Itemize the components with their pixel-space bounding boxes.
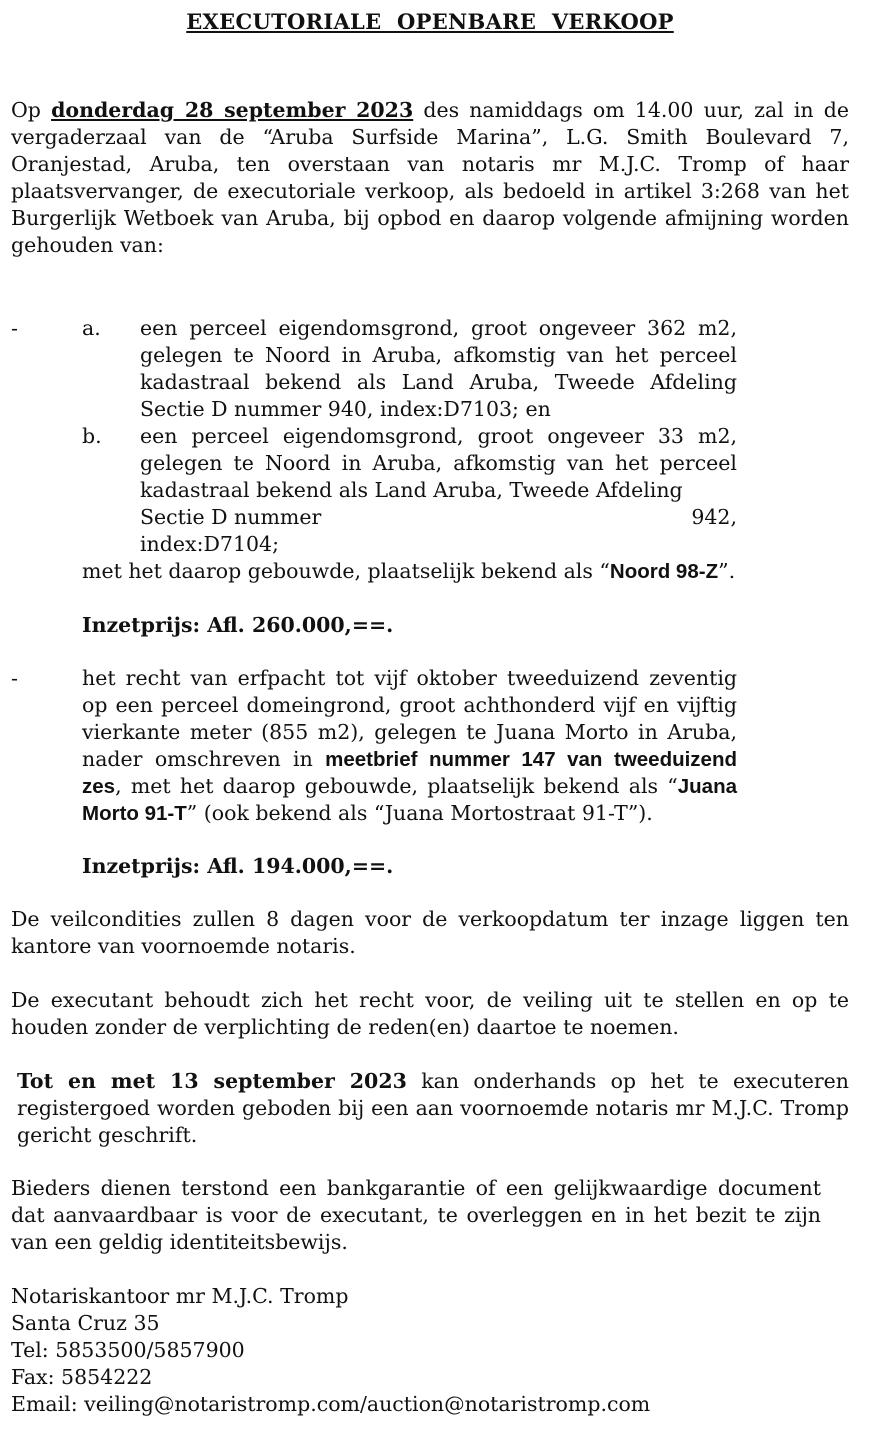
lot2-description	[82, 665, 737, 827]
contact-address: Santa Cruz 35	[11, 1311, 160, 1335]
bidders-paragraph: Bieders dienen terstond een bankgarantie of een gelijkwaardige document dat aanvaardbaar is voor de executant, te overleggen en in het bezit te zijn van een geldig identiteitsbewijs.	[11, 1176, 821, 1254]
lot1-b-section: Sectie D nummer	[140, 505, 322, 529]
lot2-property-name: Juana Morto 91-T	[82, 775, 737, 825]
lot1-b-index: index:D7104;	[140, 532, 279, 556]
page-title: EXECUTORIALE OPENBARE VERKOOP	[186, 9, 674, 34]
auction-date: donderdag 28 september 2023	[51, 98, 414, 122]
private-bid-text: kan onderhands op het te executeren registergoed worden geboden bij een aan voornoemde notaris mr M.J.C. Tromp gericht geschrift.	[17, 1069, 849, 1147]
lot1-a-label: a.	[82, 316, 101, 340]
contact-email: Email: veiling@notaristromp.com/auction@notaristromp.com	[11, 1392, 651, 1416]
intro-body: des namiddags om 14.00 uur, zal in de vergaderzaal van de “Aruba Surfside Marina”, L.G. Smith Boulevard 7, Oranjestad, Aruba, ten overstaan van notaris mr M.J.C. Tromp of haar plaatsvervanger, de executoriale verkoop, als bedoeld in artikel 3:268 van het Burgerlijk Wetboek van Aruba, bij opbod en daarop volgende afmijning worden gehouden van:	[11, 98, 850, 257]
lot2-meetbrief: meetbrief nummer 147 van tweeduizend zes	[82, 748, 738, 798]
contact-tel: Tel: 5853500/5857900	[11, 1338, 245, 1362]
lot2-text-3: ” (ook bekend als “Juana Mortostraat 91-T”).	[186, 801, 653, 825]
lot1-built-description	[82, 558, 737, 585]
lot1-dash: -	[11, 316, 18, 340]
lot1-b-section-line	[140, 504, 737, 531]
contact-fax: Fax: 5854222	[11, 1365, 153, 1389]
lot1-property-name: Noord 98-Z	[609, 560, 719, 583]
intro-paragraph	[11, 97, 849, 259]
lot1-b-text: een perceel eigendomsgrond, groot ongeveer 33 m2, gelegen te Noord in Aruba, afkomstig van het perceel kadastraal bekend als Land Aruba, Tweede Afdeling	[140, 424, 737, 502]
lot1-price	[82, 612, 737, 639]
lot1-a-text: een perceel eigendomsgrond, groot ongeveer 362 m2, gelegen te Noord in Aruba, afkomstig van het perceel kadastraal bekend als Land Aruba, Tweede Afdeling Sectie D nummer 940, index:D7103; en	[140, 316, 737, 421]
lot1-price-text: Inzetprijs: Afl. 260.000,==.	[82, 613, 394, 637]
lot2-price	[82, 853, 737, 880]
private-bid-paragraph	[17, 1068, 849, 1149]
lot2-price-text: Inzetprijs: Afl. 194.000,==.	[82, 854, 394, 878]
reserve-paragraph: De executant behoudt zich het recht voor, de veiling uit te stellen en op te houden zonder de verplichting de reden(en) daartoe te noemen.	[11, 988, 849, 1039]
lot1-built-post: ”.	[718, 559, 736, 583]
contact-office: Notariskantoor mr M.J.C. Tromp	[11, 1284, 349, 1308]
lot2-dash: -	[11, 666, 18, 690]
lot1-built-pre: met het daarop gebouwde, plaatselijk bekend als “	[82, 559, 610, 583]
private-bid-date: Tot en met 13 september 2023	[17, 1069, 407, 1093]
lot2-text-1: het recht van erfpacht tot vijf oktober tweeduizend zeventig op een perceel domeingrond, groot achthonderd vijf en vijftig vierkante meter (855 m2), gelegen te Juana Morto in Aruba, nader omschreven in	[82, 666, 737, 771]
lot1-b-label: b.	[82, 424, 102, 448]
intro-prefix: Op	[11, 98, 52, 122]
lot2-text-2: , met het daarop gebouwde, plaatselijk bekend als “	[115, 774, 678, 798]
conditions-paragraph: De veilcondities zullen 8 dagen voor de verkoopdatum ter inzage liggen ten kantore van voornoemde notaris.	[11, 907, 849, 958]
lot1-b-number: 942,	[691, 505, 737, 529]
